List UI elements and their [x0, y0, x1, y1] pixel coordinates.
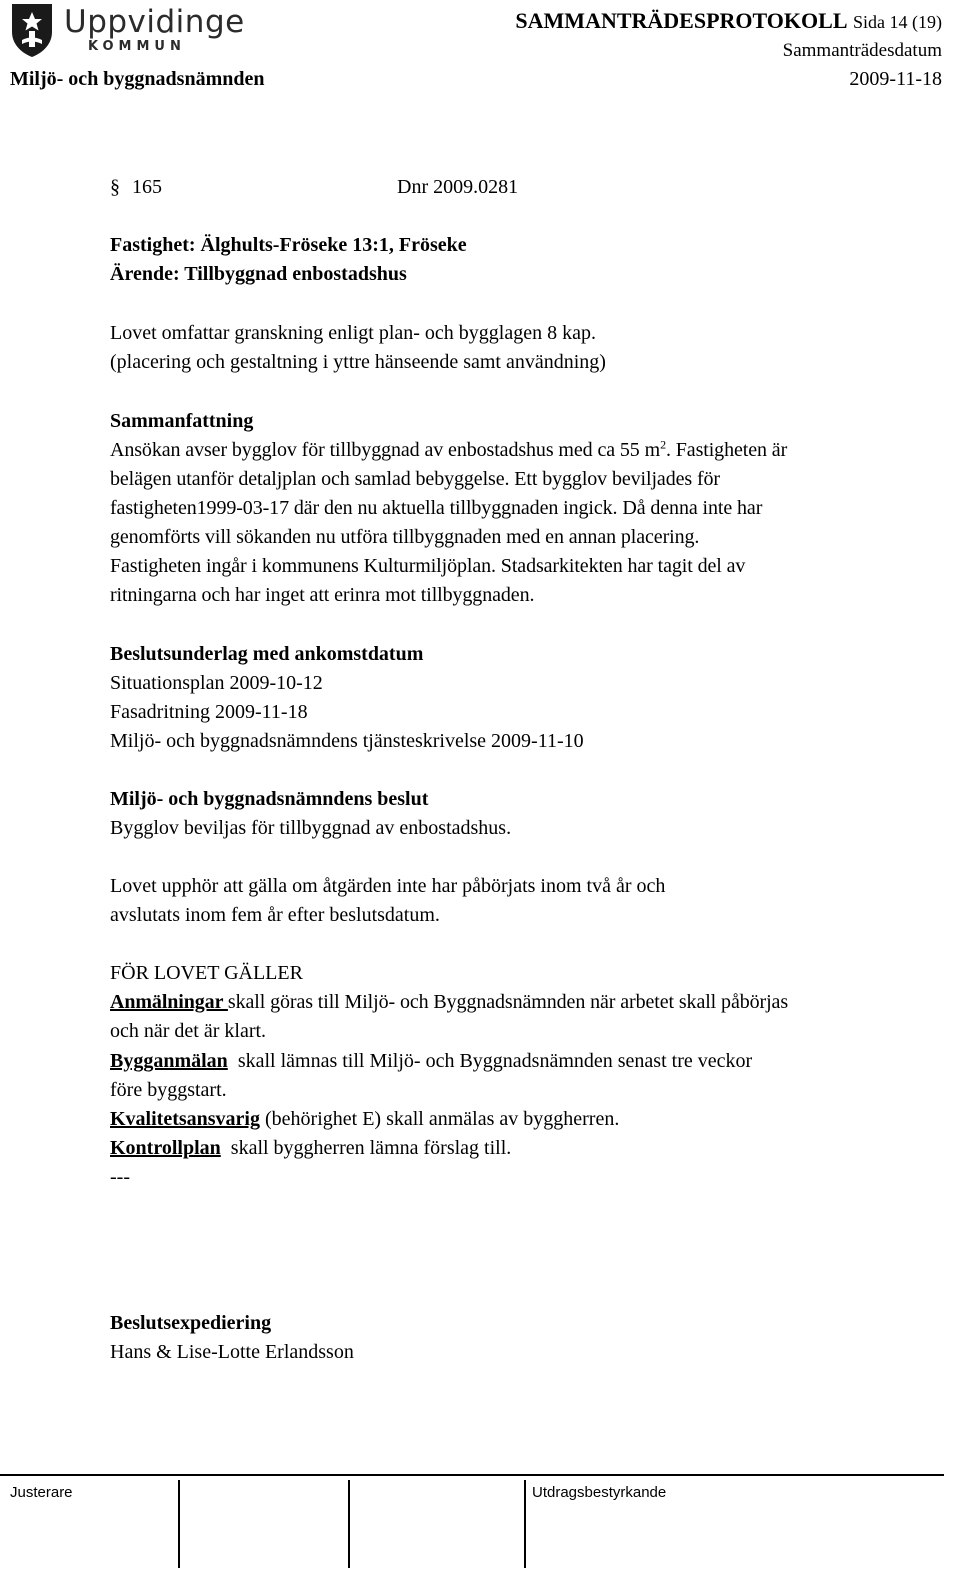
summary-line-6: ritningarna och har inget att erinra mot tillbyggnaden. — [110, 584, 535, 606]
case-number: 165 — [132, 176, 162, 198]
end-mark: --- — [110, 1166, 130, 1188]
condition-3-term: Kvalitetsansvarig — [110, 1108, 260, 1130]
municipality-logo — [10, 2, 245, 60]
signature-table — [0, 1474, 944, 1568]
case-number-line: § 165 Dnr 2009.0281 — [110, 176, 519, 198]
signature-cell-divider — [178, 1480, 180, 1568]
condition-2 — [110, 1050, 752, 1073]
page-info: Sida 14 (19) — [853, 12, 942, 32]
conditions-heading: FÖR LOVET GÄLLER — [110, 962, 303, 984]
scope-line-1: Lovet omfattar granskning enligt plan- och bygglagen 8 kap. — [110, 322, 596, 344]
basis-item: Miljö- och byggnadsnämndens tjänsteskrivelse 2009-11-10 — [110, 730, 584, 752]
summary-superscript: 2 — [660, 437, 666, 452]
board-name: Miljö- och byggnadsnämnden — [10, 68, 265, 90]
condition-1-term: Anmälningar — [110, 991, 228, 1013]
coat-of-arms-icon — [10, 2, 54, 58]
basis-heading: Beslutsunderlag med ankomstdatum — [110, 643, 424, 665]
summary-line-3: fastigheten1999-03-17 där den nu aktuella tillbyggnaden ingick. Då denna inte har — [110, 497, 763, 519]
condition-4-text: skall byggherren lämna förslag till. — [220, 1137, 512, 1159]
condition-2-term: Bygganmälan — [110, 1050, 228, 1072]
meeting-date-label: Sammanträdesdatum — [782, 40, 942, 61]
logo-name: Uppvidinge — [64, 4, 245, 40]
scope-line-2: (placering och gestaltning i yttre hänseende samt användning) — [110, 351, 606, 373]
summary-line-2: belägen utanför detaljplan och samlad bebyggelse. Ett bygglov beviljades för — [110, 468, 720, 490]
dispatch-heading: Beslutsexpediering — [110, 1312, 272, 1334]
condition-1 — [110, 991, 788, 1014]
decision-text: Bygglov beviljas för tillbyggnad av enbostadshus. — [110, 817, 512, 839]
meeting-date: 2009-11-18 — [849, 68, 942, 90]
condition-2-text: skall lämnas till Miljö- och Byggnadsnämnden senast tre veckor — [227, 1050, 753, 1072]
condition-3-text: (behörighet E) skall anmälas av byggherren. — [260, 1108, 620, 1130]
protocol-title — [515, 8, 942, 34]
dispatch-recipient: Hans & Lise-Lotte Erlandsson — [110, 1341, 354, 1363]
protocol-title-text: SAMMANTRÄDESPROTOKOLL — [515, 8, 848, 33]
footer-right-label: Utdragsbestyrkande — [532, 1484, 667, 1501]
signature-cell-divider — [524, 1480, 526, 1568]
property-line: Fastighet: Älghults-Fröseke 13:1, Fröseke — [110, 234, 467, 256]
logo-sub: KOMMUN — [88, 39, 186, 54]
summary-line-4: genomförts vill sökanden nu utföra tillbyggnaden med en annan placering. — [110, 526, 700, 548]
summary-line-1 — [110, 439, 787, 462]
footer-left-label: Justerare — [10, 1484, 73, 1501]
condition-4 — [110, 1137, 511, 1160]
condition-1-text: skall göras till Miljö- och Byggnadsnämnden när arbetet skall påbörjas — [227, 991, 788, 1013]
decision-heading: Miljö- och byggnadsnämndens beslut — [110, 788, 429, 810]
condition-1-cont: och när det är klart. — [110, 1020, 267, 1042]
summary-line-5: Fastigheten ingår i kommunens Kulturmiljöplan. Stadsarkitekten har tagit del av — [110, 555, 746, 577]
condition-2-cont: före byggstart. — [110, 1079, 227, 1101]
matter-line: Ärende: Tillbyggnad enbostadshus — [110, 263, 407, 285]
validity-line-1: Lovet upphör att gälla om åtgärden inte har påbörjats inom två år och — [110, 875, 666, 897]
summary-line-1-text: Ansökan avser bygglov för tillbyggnad av enbostadshus med ca 55 m — [110, 439, 661, 461]
basis-item: Situationsplan 2009-10-12 — [110, 672, 323, 694]
basis-item: Fasadritning 2009-11-18 — [110, 701, 308, 723]
condition-4-term: Kontrollplan — [110, 1137, 221, 1159]
signature-cell-divider — [348, 1480, 350, 1568]
case-dnr: Dnr 2009.0281 — [397, 176, 519, 198]
condition-3 — [110, 1108, 619, 1131]
summary-line-1-tail: . Fastigheten är — [665, 439, 788, 461]
summary-heading: Sammanfattning — [110, 410, 254, 432]
validity-line-2: avslutats inom fem år efter beslutsdatum. — [110, 904, 440, 926]
